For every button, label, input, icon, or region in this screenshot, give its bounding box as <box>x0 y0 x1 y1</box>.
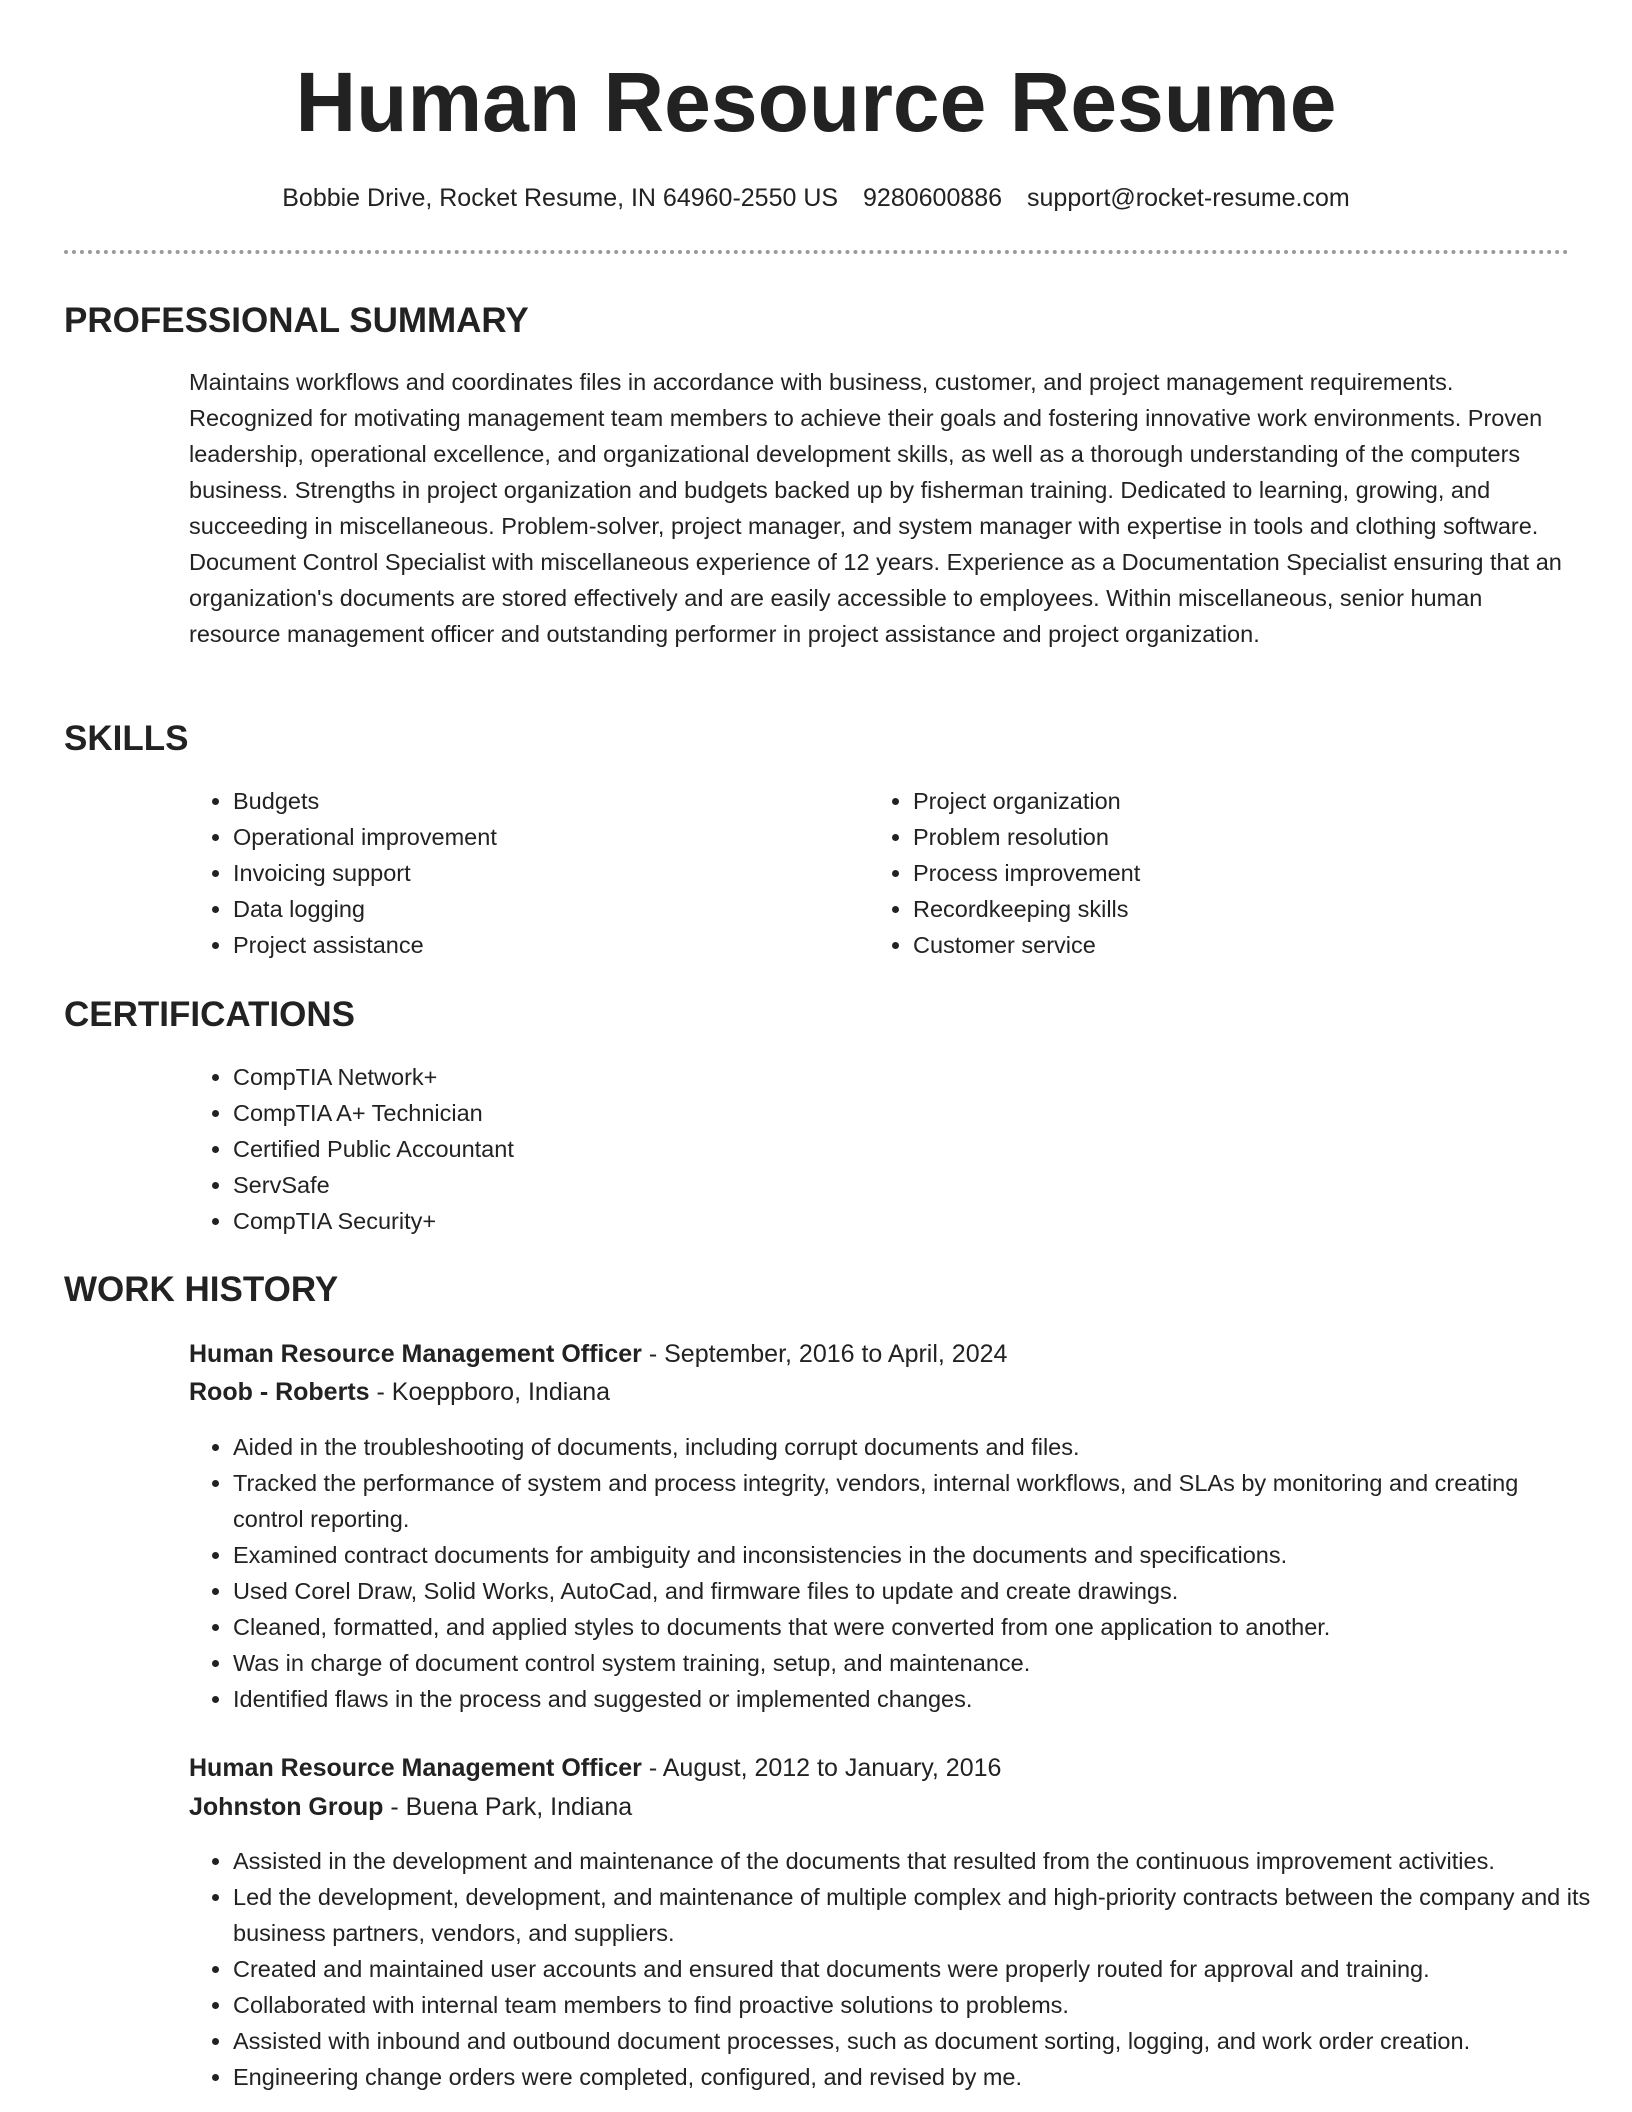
job-2-location: - Buena Park, Indiana <box>383 1793 633 1821</box>
skill-item: • Customer service <box>913 927 1513 963</box>
certification-item: • ServSafe <box>233 1167 1033 1203</box>
skill-item: • Project organization <box>913 783 1513 819</box>
duty-item: • Cleaned, formatted, and applied styles to documents that were converted from one application to another. <box>233 1609 1569 1645</box>
certifications-heading: CERTIFICATIONS <box>64 995 356 1034</box>
contact-email[interactable]: support@rocket-resume.com <box>1027 184 1350 212</box>
duty-item: • Aided in the troubleshooting of documents, including corrupt documents and files. <box>233 1429 1569 1465</box>
resume-title: Human Resource Resume <box>295 55 1337 149</box>
summary-text: Maintains workflows and coordinates files in accordance with business, customer, and project management requirements. Recognized for motivating management team members to achieve their goals and fostering innovative work environments. Proven leadership, operational excellence, and organizational development skills, as well as a thorough understanding of the computers business. Strengths in project organization and budgets backed up by fisherman training. Dedicated to learning, growing, and succeeding in miscellaneous. Problem-solver, project manager, and system manager with expertise in tools and clothing software. Document Control Specialist with miscellaneous experience of 12 years. Experience as a Documentation Specialist ensuring that an organization's documents are stored effectively and are easily accessible to employees. Within miscellaneous, senior human resource management officer and outstanding performer in project assistance and project organization. <box>189 369 1562 647</box>
skill-item: • Process improvement <box>913 855 1513 891</box>
job-2-duties <box>189 1843 1593 2095</box>
job-2-company-line <box>189 1789 632 1825</box>
duty-item: • Tracked the performance of system and process integrity, vendors, internal workflows, and SLAs by monitoring and creating control reporting. <box>233 1465 1569 1537</box>
job-2-company: Johnston Group <box>189 1793 384 1821</box>
certifications-list <box>189 1059 1033 1239</box>
certification-item: • CompTIA Network+ <box>233 1059 1033 1095</box>
duty-item: • Examined contract documents for ambiguity and inconsistencies in the documents and specifications. <box>233 1537 1569 1573</box>
duty-item: • Engineering change orders were completed, configured, and revised by me. <box>233 2059 1593 2095</box>
job-2-title-line <box>189 1750 1001 1786</box>
job-1-title-line <box>189 1336 1007 1372</box>
contact-line <box>0 180 1632 216</box>
skill-item: • Operational improvement <box>233 819 833 855</box>
skill-item: • Recordkeeping skills <box>913 891 1513 927</box>
job-2-role: Human Resource Management Officer <box>189 1754 642 1782</box>
contact-address: Bobbie Drive, Rocket Resume, IN 64960-2550 US <box>282 184 839 212</box>
skill-item: • Budgets <box>233 783 833 819</box>
duty-item: • Led the development, development, and maintenance of multiple complex and high-priority contracts between the company and its business partners, vendors, and suppliers. <box>233 1879 1593 1951</box>
job-2-dates: - August, 2012 to January, 2016 <box>641 1754 1002 1782</box>
duty-item: • Collaborated with internal team members to find proactive solutions to problems. <box>233 1987 1593 2023</box>
work-history-heading: WORK HISTORY <box>64 1270 339 1309</box>
job-1-dates: - September, 2016 to April, 2024 <box>641 1340 1008 1368</box>
skills-heading: SKILLS <box>64 719 189 758</box>
summary-heading: PROFESSIONAL SUMMARY <box>64 301 529 340</box>
job-1-location: - Koeppboro, Indiana <box>369 1378 611 1406</box>
header-divider <box>64 250 1569 254</box>
duty-item: • Assisted with inbound and outbound document processes, such as document sorting, logging, and work order creation. <box>233 2023 1593 2059</box>
certification-item: • Certified Public Accountant <box>233 1131 1033 1167</box>
certification-item: • CompTIA Security+ <box>233 1203 1033 1239</box>
skills-list-right <box>869 783 1513 963</box>
skill-item: • Invoicing support <box>233 855 833 891</box>
job-1-company: Roob - Roberts <box>189 1378 370 1406</box>
certification-item: • CompTIA A+ Technician <box>233 1095 1033 1131</box>
skills-list-left <box>189 783 833 963</box>
job-1-role: Human Resource Management Officer <box>189 1340 642 1368</box>
skill-item: • Problem resolution <box>913 819 1513 855</box>
duty-item: • Was in charge of document control system training, setup, and maintenance. <box>233 1645 1569 1681</box>
job-1-company-line <box>189 1374 610 1410</box>
job-1-duties <box>189 1429 1569 1717</box>
duty-item: • Used Corel Draw, Solid Works, AutoCad, and firmware files to update and create drawings. <box>233 1573 1569 1609</box>
skill-item: • Project assistance <box>233 927 833 963</box>
contact-phone[interactable]: 9280600886 <box>863 184 1003 212</box>
duty-item: • Assisted in the development and maintenance of the documents that resulted from the continuous improvement activities. <box>233 1843 1593 1879</box>
duty-item: • Identified flaws in the process and suggested or implemented changes. <box>233 1681 1569 1717</box>
duty-item: • Created and maintained user accounts and ensured that documents were properly routed for approval and training. <box>233 1951 1593 1987</box>
skill-item: • Data logging <box>233 891 833 927</box>
